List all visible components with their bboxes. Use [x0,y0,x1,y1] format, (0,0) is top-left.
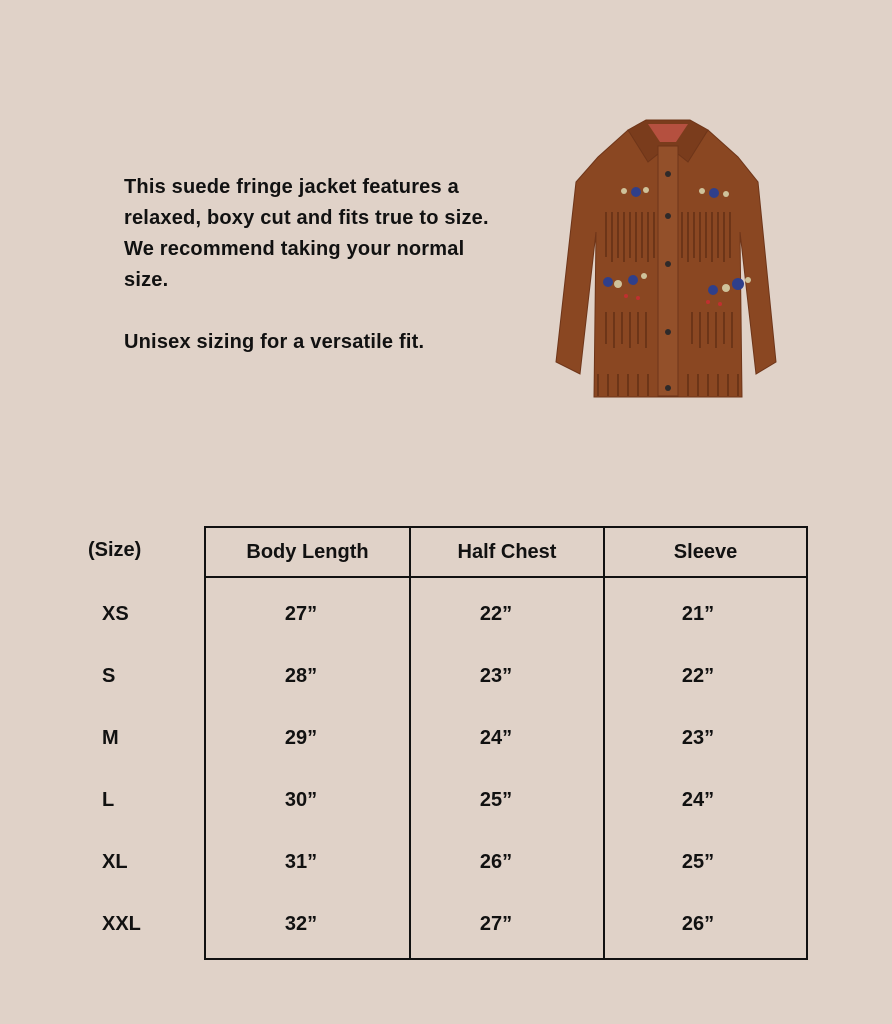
measurement-cell: 22” [681,665,715,687]
measurement-cell: 31” [284,851,318,873]
measurement-cell: 23” [681,727,715,749]
measurement-cell: 21” [681,603,715,625]
size-label: XS [102,603,129,625]
measurement-cell: 24” [479,727,513,749]
size-label: S [102,665,116,687]
header-body-length: Body Length [246,541,369,563]
measurement-cell: 23” [479,665,513,687]
jacket-image [548,112,788,404]
header-half-chest: Half Chest [457,541,557,563]
measurement-cell: 22” [479,603,513,625]
size-column-header: (Size) [88,539,142,561]
fit-description: This suede fringe jacket features a relaxed, boxy cut and fits true to size. We recommend taking your normal size. [124,176,489,291]
size-label: L [102,789,115,811]
measurement-cell: 25” [681,851,715,873]
size-label: M [102,727,119,749]
unisex-note: Unisex sizing for a versatile fit. [124,331,425,353]
measurement-cell: 25” [479,789,513,811]
measurement-cell: 30” [284,789,318,811]
product-description [124,172,504,358]
column-divider [603,528,605,958]
measurement-cell: 27” [479,913,513,935]
measurement-cell: 26” [479,851,513,873]
header-sleeve: Sleeve [673,541,738,563]
measurement-cell: 29” [284,727,318,749]
measurement-cell: 28” [284,665,318,687]
measurement-cell: 26” [681,913,715,935]
measurement-cell: 27” [284,603,318,625]
measurement-cell: 32” [284,913,318,935]
size-label: XL [102,851,128,873]
measurement-cell: 24” [681,789,715,811]
column-divider [409,528,411,958]
size-label: XXL [102,913,141,935]
